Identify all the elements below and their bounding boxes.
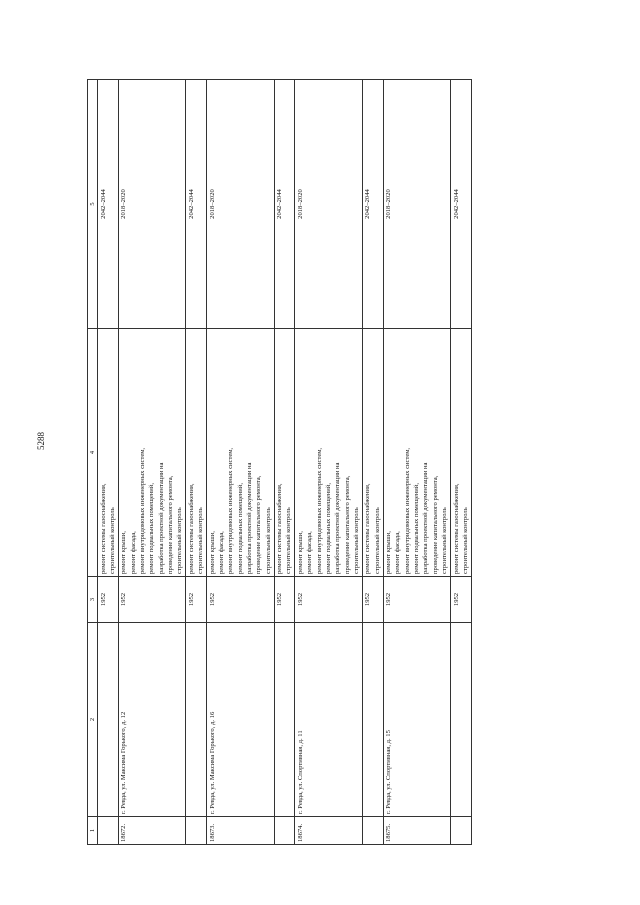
work-item: ремонт системы газоснабжения,	[187, 483, 195, 574]
table-row	[186, 80, 207, 845]
address-cell	[362, 623, 383, 817]
column-header: 4	[88, 329, 98, 577]
year-cell: 1952	[118, 577, 186, 623]
row-number-cell	[186, 817, 207, 845]
column-header: 2	[88, 623, 98, 817]
period-cell: 2042–2044	[186, 80, 207, 329]
year-cell: 1952	[383, 577, 451, 623]
work-item: строительный контроль	[441, 507, 449, 574]
works-cell	[207, 329, 275, 577]
works-cell	[274, 329, 295, 577]
row-number-cell: 18675.	[383, 817, 451, 845]
address-cell	[451, 623, 472, 817]
period-cell: 2018–2020	[383, 80, 451, 329]
works-cell	[118, 329, 186, 577]
table-row	[383, 80, 451, 845]
work-item: проведение капитального ремонта,	[255, 475, 263, 574]
period-cell: 2018–2020	[207, 80, 275, 329]
address-cell: г. Ревда, ул. Спортивная, д. 11	[295, 623, 363, 817]
period-cell: 2018–2020	[118, 80, 186, 329]
row-number-cell	[362, 817, 383, 845]
work-item: ремонт внутридомовых инженерных систем,	[227, 447, 235, 574]
page-number: 5288	[36, 432, 46, 450]
table-row	[98, 80, 119, 845]
table-row	[118, 80, 186, 845]
work-item: разработка проектной документации на	[245, 462, 253, 574]
table-row	[274, 80, 295, 845]
works-cell	[362, 329, 383, 577]
address-cell: г. Ревда, ул. Максима Горького, д. 16	[207, 623, 275, 817]
work-item: ремонт подвальных помещений,	[324, 483, 332, 574]
work-item: строительный контроль	[352, 507, 360, 574]
table-row	[207, 80, 275, 845]
work-item: строительный контроль	[373, 507, 381, 574]
work-item: ремонт фасада,	[394, 531, 402, 574]
work-item: строительный контроль	[108, 507, 116, 574]
year-cell: 1952	[295, 577, 363, 623]
work-item: ремонт фасада,	[129, 531, 137, 574]
work-item: ремонт внутридомовых инженерных систем,	[403, 447, 411, 574]
period-cell: 2042–2044	[274, 80, 295, 329]
rotated-table-container	[87, 80, 577, 845]
work-item: строительный контроль	[197, 507, 205, 574]
works-cell	[295, 329, 363, 577]
works-cell	[451, 329, 472, 577]
period-cell: 2018–2020	[295, 80, 363, 329]
work-item: ремонт системы газоснабжения,	[99, 483, 107, 574]
address-cell	[186, 623, 207, 817]
work-item: ремонт системы газоснабжения,	[452, 483, 460, 574]
address-cell	[274, 623, 295, 817]
table-row	[362, 80, 383, 845]
year-cell: 1952	[186, 577, 207, 623]
year-cell: 1952	[274, 577, 295, 623]
work-item: ремонт фасада,	[306, 531, 314, 574]
work-item: разработка проектной документации на	[422, 462, 430, 574]
column-number-row	[88, 80, 98, 845]
works-cell	[383, 329, 451, 577]
table-row	[451, 80, 472, 845]
work-item: строительный контроль	[176, 507, 184, 574]
row-number-cell: 18674.	[295, 817, 363, 845]
table-row	[295, 80, 363, 845]
work-item: ремонт системы газоснабжения,	[276, 483, 284, 574]
work-item: разработка проектной документации на	[157, 462, 165, 574]
work-item: проведение капитального ремонта,	[343, 475, 351, 574]
period-cell: 2042–2044	[98, 80, 119, 329]
year-cell: 1952	[98, 577, 119, 623]
row-number-cell	[274, 817, 295, 845]
work-item: ремонт подвальных помещений,	[413, 483, 421, 574]
year-cell: 1952	[451, 577, 472, 623]
works-cell	[98, 329, 119, 577]
work-item: ремонт фасада,	[217, 531, 225, 574]
year-cell: 1952	[207, 577, 275, 623]
repair-schedule-table	[87, 79, 472, 845]
works-cell	[186, 329, 207, 577]
column-header: 5	[88, 80, 98, 329]
address-cell: г. Ревда, ул. Спортивная, д. 15	[383, 623, 451, 817]
address-cell: г. Ревда, ул. Максима Горького, д. 12	[118, 623, 186, 817]
work-item: проведение капитального ремонта,	[167, 475, 175, 574]
work-item: ремонт крыши,	[208, 531, 216, 574]
work-item: ремонт крыши,	[120, 531, 128, 574]
table-body	[98, 80, 472, 845]
work-item: строительный контроль	[461, 507, 469, 574]
work-item: ремонт крыши,	[296, 531, 304, 574]
work-item: ремонт внутридомовых инженерных систем,	[139, 447, 147, 574]
work-item: ремонт внутридомовых инженерных систем,	[315, 447, 323, 574]
work-item: строительный контроль	[285, 507, 293, 574]
document-page	[87, 80, 577, 845]
row-number-cell	[451, 817, 472, 845]
work-item: ремонт подвальных помещений,	[148, 483, 156, 574]
row-number-cell	[98, 817, 119, 845]
row-number-cell: 18673.	[207, 817, 275, 845]
column-header: 1	[88, 817, 98, 845]
work-item: проведение капитального ремонта,	[431, 475, 439, 574]
work-item: ремонт системы газоснабжения,	[364, 483, 372, 574]
work-item: разработка проектной документации на	[334, 462, 342, 574]
work-item: ремонт крыши,	[385, 531, 393, 574]
address-cell	[98, 623, 119, 817]
period-cell: 2042–2044	[362, 80, 383, 329]
work-item: ремонт подвальных помещений,	[236, 483, 244, 574]
row-number-cell: 18672.	[118, 817, 186, 845]
year-cell: 1952	[362, 577, 383, 623]
work-item: строительный контроль	[264, 507, 272, 574]
column-header: 3	[88, 577, 98, 623]
period-cell: 2042–2044	[451, 80, 472, 329]
